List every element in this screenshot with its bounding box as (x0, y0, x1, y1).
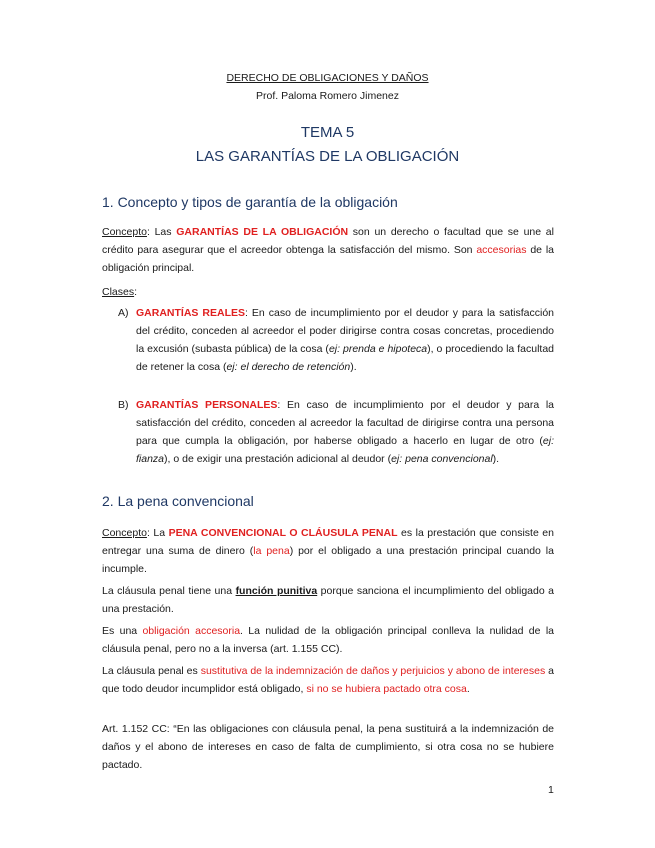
text-run: : La (146, 527, 169, 539)
art-1152-paragraph: Art. 1.152 CC: “En las obligaciones con cláusula penal, la pena sustituirá a la indemnización de daños y el abono de intereses en caso de falta de cumplimiento, si otra cosa no se hubiere pactado. (102, 723, 554, 771)
tema-number: TEMA 5 (300, 124, 355, 141)
sustitutiva-paragraph (102, 662, 554, 698)
text-run: de la obligación principal. (102, 244, 555, 274)
text-run: : En caso de incumplimiento por el deudor y para la satisfacción del crédito, conceden al acreedor la facultad de dirigirse contra una persona para que cumpla la obligación, por haberse obligado a hacerlo en lugar de otro ( (136, 399, 554, 447)
example-text: ej: pena convencional (391, 453, 493, 465)
clases-label: Clases (102, 286, 135, 298)
text-run: : Las (146, 226, 177, 238)
section2-heading: 2. La pena convencional (102, 493, 254, 509)
pena-convencional-term: PENA CONVENCIONAL O CLÁUSULA PENAL (168, 527, 398, 539)
concepto-label: Concepto (102, 527, 147, 539)
funcion-punitiva-term: función punitiva (235, 585, 318, 597)
section1-heading: 1. Concepto y tipos de garantía de la obligación (102, 194, 398, 210)
text-run: : En caso de incumplimiento por el deudor y para la satisfacción del crédito, conceden al acreedor el poder dirigirse contra cosas concretas, procediendo la excusión (subasta pública) de la cosa ( (136, 307, 554, 355)
obligacion-accesoria-term: obligación accesoria (142, 625, 241, 637)
obligacion-accesoria-paragraph (102, 622, 554, 658)
text-run: ), o procediendo la facultad de retener la cosa ( (136, 343, 555, 373)
text-run: es la prestación que consiste en entregar una suma de dinero ( (102, 527, 554, 557)
la-pena-term: la pena (253, 545, 290, 557)
text-run: a que todo deudor incumplidor está obligado, (102, 665, 555, 695)
item-b-garantias-personales (136, 396, 554, 468)
concepto-label: Concepto (102, 226, 147, 238)
text-run: ) por el obligado a una prestación principal cuando la incumple. (102, 545, 554, 575)
item-b-marker: B) (118, 399, 129, 411)
text-run: son un derecho o facultad que se une al crédito para asegurar que el acreedor obtenga la satisfacción del mismo. Son (102, 226, 554, 256)
text-run: porque sanciona el incumplimiento del obligado a una prestación. (102, 585, 555, 615)
text-run: La cláusula penal tiene una (102, 585, 236, 597)
text-run: ). (492, 453, 500, 465)
si-no-pactado-term: si no se hubiera pactado otra cosa (306, 683, 467, 695)
clases-label-line (102, 283, 554, 301)
tema-title: LAS GARANTÍAS DE LA OBLIGACIÓN (195, 148, 460, 165)
section2-concepto-paragraph (102, 524, 554, 578)
funcion-punitiva-paragraph (102, 582, 554, 618)
section1-concepto-paragraph (102, 223, 554, 277)
text-run: . La nulidad de la obligación principal conlleva la nulidad de la cláusula penal, pero no a la inversa (art. 1.155 CC). (102, 625, 554, 655)
sustitutiva-term: sustitutiva de la indemnización de daños y perjuicios y abono de intereses (200, 665, 546, 677)
text-run: La cláusula penal es (102, 665, 201, 677)
garantias-reales-term: GARANTÍAS REALES (136, 307, 246, 319)
garantias-personales-term: GARANTÍAS PERSONALES (136, 399, 278, 411)
garantias-term: GARANTÍAS DE LA OBLIGACIÓN (176, 226, 349, 238)
course-title: DERECHO DE OBLIGACIONES Y DAÑOS (226, 72, 429, 84)
item-a-marker: A) (118, 307, 129, 319)
page-number: 1 (548, 784, 554, 796)
professor-name: Prof. Paloma Romero Jimenez (256, 90, 399, 102)
example-text: ej: prenda e hipoteca (328, 343, 428, 355)
accesorias-term: accesorias (476, 244, 527, 256)
example-text: ej: el derecho de retención (226, 361, 351, 373)
text-run: : (134, 286, 138, 298)
example-text: ej: fianza (136, 435, 554, 465)
text-run: . (466, 683, 470, 695)
text-run: ). (350, 361, 357, 373)
item-a-garantias-reales (136, 304, 554, 376)
text-run: ), o de exigir una prestación adicional al deudor ( (164, 453, 392, 465)
text-run: Es una (102, 625, 143, 637)
